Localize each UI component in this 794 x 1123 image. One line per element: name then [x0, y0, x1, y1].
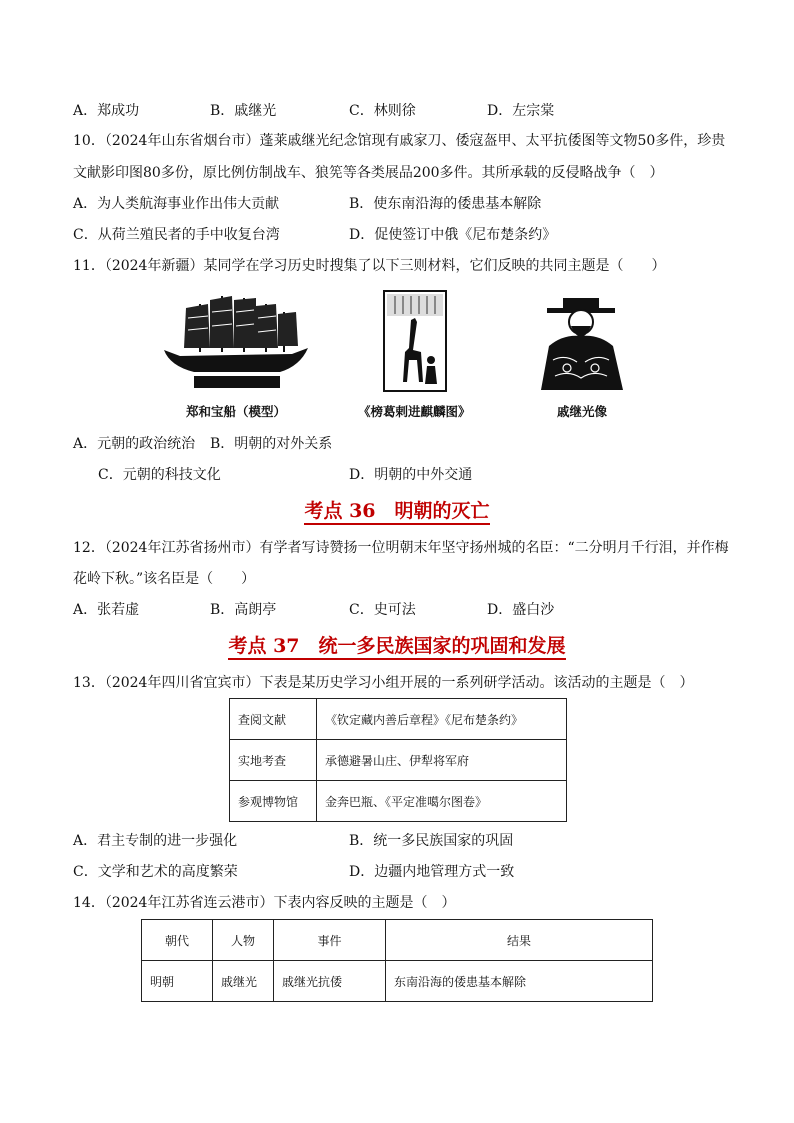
q10-option-b: B．使东南沿海的倭患基本解除: [349, 196, 542, 212]
section-heading-36: 考点 36 明朝的灭亡: [0, 498, 794, 524]
q12-option-d: D．盛白沙: [487, 602, 555, 618]
q9-option-a: A．郑成功: [73, 103, 140, 119]
table-row: [142, 961, 653, 1002]
q11-option-c: C．元朝的科技文化: [98, 467, 221, 483]
q9-option-b: B．戚继光: [210, 103, 277, 119]
section-heading-37: 考点 37 统一多民族国家的巩固和发展: [0, 633, 794, 659]
treasure-ship-caption: 郑和宝船（模型）: [186, 404, 287, 419]
table-cell: 戚继光: [213, 961, 274, 1002]
table-cell: 承德避暑山庄、伊犁将军府: [317, 740, 567, 781]
table-header-cell: 事件: [274, 920, 386, 961]
table-cell: 东南沿海的倭患基本解除: [386, 961, 653, 1002]
q11-option-b: B．明朝的对外关系: [210, 436, 333, 452]
giraffe-painting-caption: 《榜葛剌进麒麟图》: [358, 404, 471, 419]
treasure-ship-image: [160, 290, 312, 392]
q13-stem-line1: 13．（2024年四川省宜宾市）下表是某历史学习小组开展的一系列研学活动。该活动的主题是（ ）: [73, 675, 694, 691]
q12-option-c: C．史可法: [349, 602, 416, 618]
q14-table: [141, 919, 653, 1002]
q11-option-a: A．元朝的政治统治: [73, 436, 196, 452]
q12-option-a: A．张若虚: [73, 602, 140, 618]
q11-stem-line1: 11．（2024年新疆）某同学在学习历史时搜集了以下三则材料，它们反映的共同主题是（ ）: [73, 258, 666, 274]
q13-option-d: D．边疆内地管理方式一致: [349, 864, 515, 880]
q10-option-a: A．为人类航海事业作出伟大贡献: [73, 196, 280, 212]
q13-table: [229, 698, 567, 822]
q12-stem-line2: 花岭下秋。”该名臣是（ ）: [73, 571, 256, 587]
q13-option-a: A．君主专制的进一步强化: [73, 833, 238, 849]
q13-option-c: C．文学和艺术的高度繁荣: [73, 864, 238, 880]
table-header-cell: 结果: [386, 920, 653, 961]
q10-option-c: C．从荷兰殖民者的手中收复台湾: [73, 227, 280, 243]
q9-option-c: C．林则徐: [349, 103, 416, 119]
q12-option-b: B．高朗亭: [210, 602, 277, 618]
table-cell: 金奔巴瓶、《平定准噶尔图卷》: [317, 781, 567, 822]
q10-stem-line1: 10．（2024年山东省烟台市）蓬莱戚继光纪念馆现有戚家刀、倭寇盔甲、太平抗倭图等文物50多件，珍贵: [73, 133, 726, 149]
table-cell: 《钦定藏内善后章程》《尼布楚条约》: [317, 699, 567, 740]
table-cell: 参观博物馆: [230, 781, 317, 822]
table-row: [230, 740, 567, 781]
giraffe-painting-image: [383, 290, 447, 392]
qi-jiguang-portrait-caption: 戚继光像: [557, 404, 608, 419]
table-cell: 实地考查: [230, 740, 317, 781]
table-header-row: [142, 920, 653, 961]
table-cell: 戚继光抗倭: [274, 961, 386, 1002]
table-row: [230, 699, 567, 740]
table-header-cell: 朝代: [142, 920, 213, 961]
q13-option-b: B．统一多民族国家的巩固: [349, 833, 514, 849]
q10-stem-line2: 文献影印图80多份，原比例仿制战车、狼筅等各类展品200多件。其所承载的反侵略战争（ ）: [73, 165, 664, 181]
q11-option-d: D．明朝的中外交通: [349, 467, 473, 483]
table-cell: 查阅文献: [230, 699, 317, 740]
q14-stem-line1: 14．（2024年江苏省连云港市）下表内容反映的主题是（ ）: [73, 895, 456, 911]
qi-jiguang-portrait-image: [533, 290, 629, 392]
q9-option-d: D．左宗棠: [487, 103, 555, 119]
q12-stem-line1: 12．（2024年江苏省扬州市）有学者写诗赞扬一位明朝末年坚守扬州城的名臣：“二分明月千行泪，并作梅: [73, 540, 729, 556]
table-row: [230, 781, 567, 822]
table-header-cell: 人物: [213, 920, 274, 961]
q10-option-d: D．促使签订中俄《尼布楚条约》: [349, 227, 557, 243]
table-cell: 明朝: [142, 961, 213, 1002]
